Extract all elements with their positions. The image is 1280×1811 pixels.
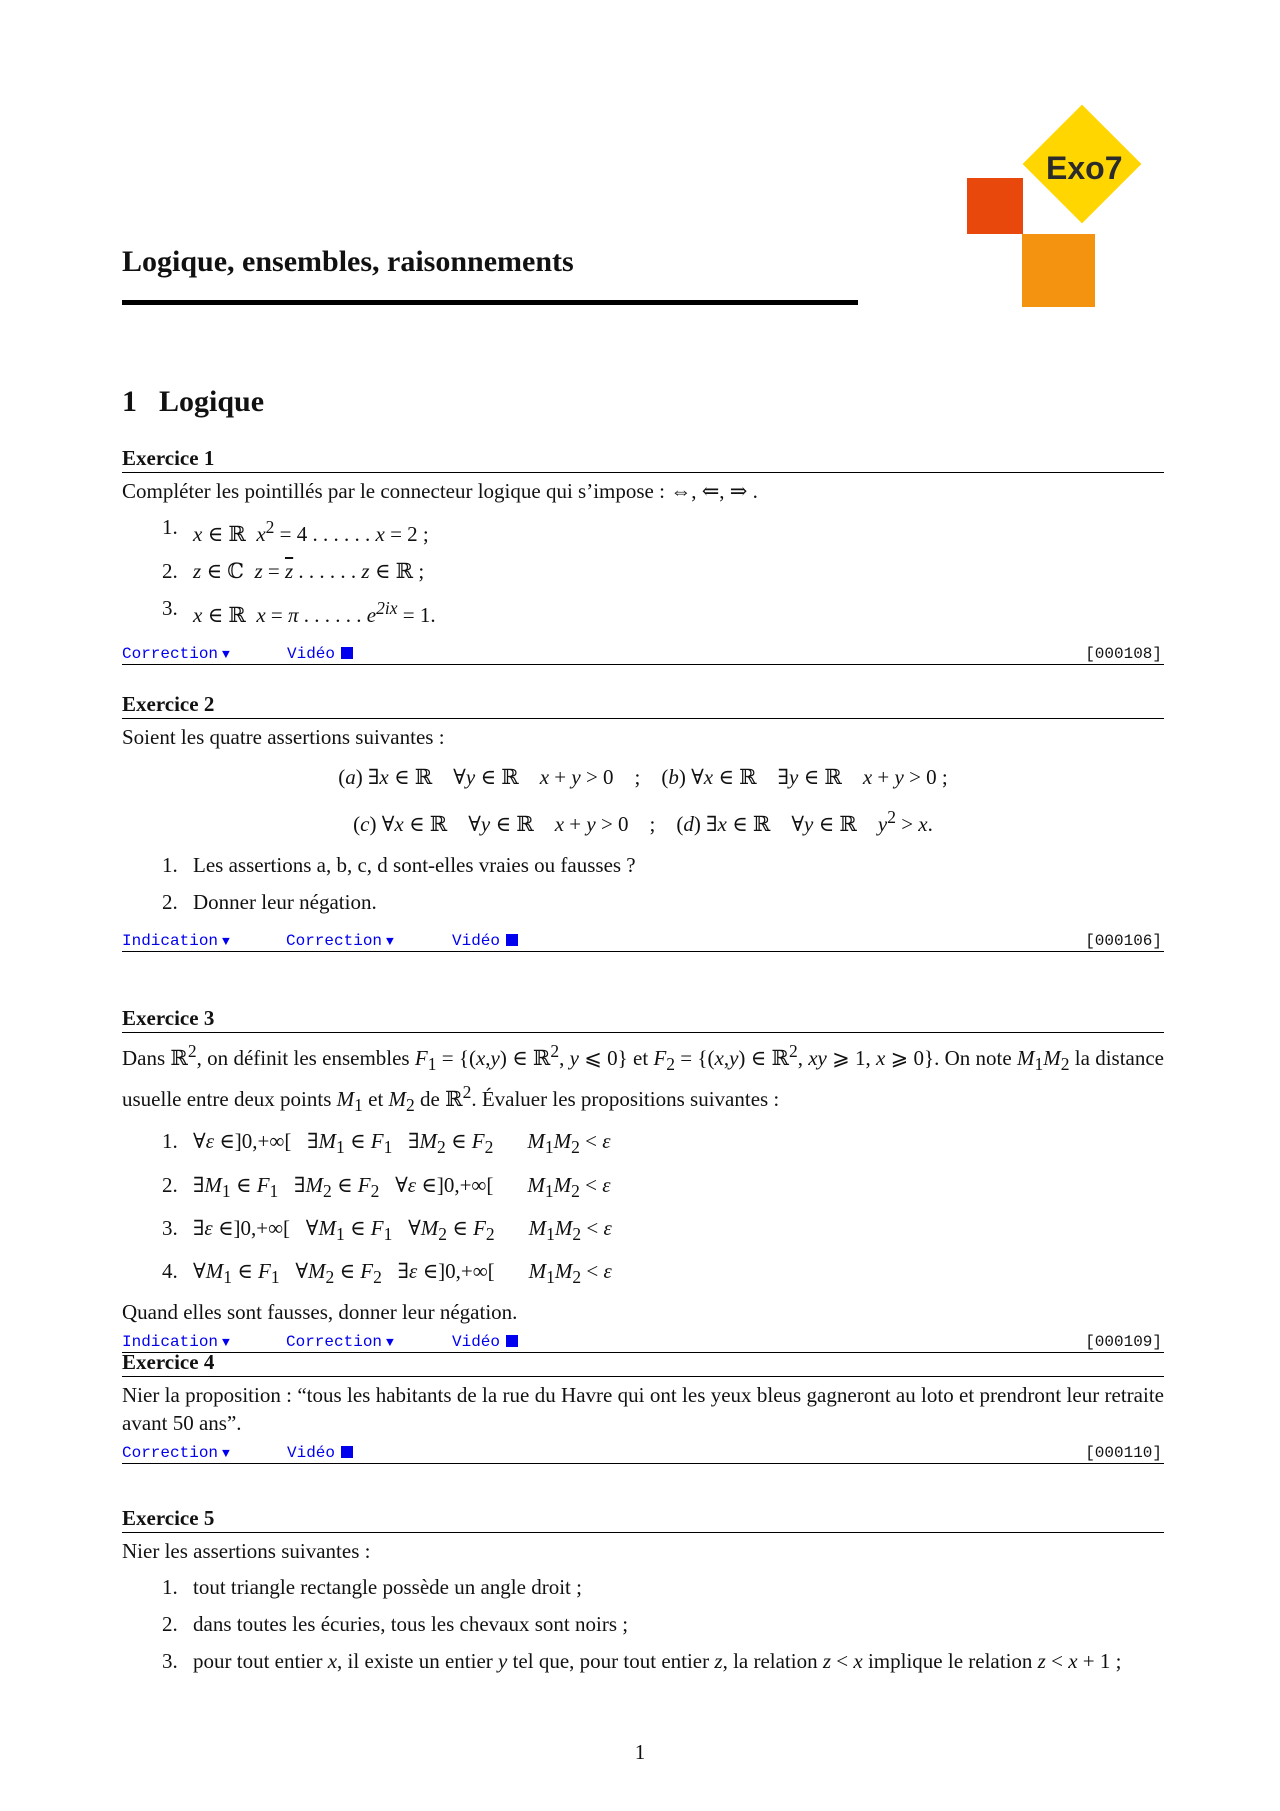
correction-link[interactable]: Correction ▼: [122, 1444, 230, 1462]
document-title: Logique, ensembles, raisonnements: [122, 245, 574, 278]
exercise-list: [122, 1126, 1164, 1292]
list-item: 1. ∀ε ∈]0,+∞[ $\exists M_1$ ∈ $F_1$ $\exists M_2$ ∈ $F_2$ $M_1M_2 < \varepsilon$: [162, 1129, 611, 1158]
exercise-list: [122, 850, 1164, 917]
correction-link[interactable]: Correction ▼: [122, 645, 230, 663]
exercise-footer: [122, 927, 1164, 952]
video-link[interactable]: Vidéo: [452, 927, 518, 955]
exercise-title: Exercice 5: [122, 1506, 1164, 1533]
exercise-3: [122, 1006, 1164, 1353]
logo-text: Exo7: [1046, 150, 1123, 186]
square-icon: [341, 647, 353, 659]
exercise-intro: Nier les assertions suivantes :: [122, 1539, 371, 1563]
triangle-down-icon: ▼: [386, 1335, 394, 1351]
exercise-4: [122, 1350, 1164, 1464]
square-icon: [506, 934, 518, 946]
correction-link[interactable]: Correction ▼: [286, 932, 394, 950]
exercise-ref: [000109]: [1085, 1333, 1162, 1352]
correction-link[interactable]: Correction ▼: [286, 1333, 394, 1352]
triangle-down-icon: ▼: [386, 934, 394, 949]
list-item: 2. dans toutes les écuries, tous les chevaux sont noirs ;: [162, 1612, 629, 1636]
list-item: 3. ∃ε ∈]0,+∞[ $\forall M_1$ ∈ $F_1$ $\forall M_2$ ∈ $F_2$ $M_1M_2 < \varepsilon$: [162, 1215, 612, 1244]
video-link[interactable]: Vidéo: [287, 640, 353, 668]
exercise-title: Exercice 1: [122, 446, 1164, 473]
title-rule: [122, 300, 858, 305]
list-item: 3. x ∈ ℝ x = π . . . . . . $e^{2ix} = 1$.: [162, 596, 436, 627]
exercise-outro: Quand elles sont fausses, donner leur négation.: [122, 1300, 518, 1325]
square-icon: [506, 1335, 518, 1347]
page-number: 1: [634, 1740, 646, 1764]
list-item: 4. $\forall M_1$ ∈ $F_1$ $\forall M_2$ ∈ $F_2$ ∃ε ∈]0,+∞[ $M_1M_2 < \varepsilon$: [162, 1258, 612, 1288]
exercise-title: Exercice 2: [122, 692, 1164, 719]
triangle-down-icon: ▼: [222, 647, 230, 662]
section-number: 1: [122, 385, 137, 418]
list-item: 1. x ∈ ℝ $x^2 = 4$ . . . . . . x = 2 ;: [162, 515, 429, 546]
list-item: 2. $\exists M_1$ ∈ $F_1$ $\exists M_2$ ∈ $F_2$ ∀ε ∈]0,+∞[ $M_1M_2 < \varepsilon$: [162, 1172, 611, 1201]
exercise-footer: [122, 1439, 1164, 1464]
triangle-down-icon: ▼: [222, 1446, 230, 1461]
exercise-ref: [000108]: [1085, 645, 1162, 663]
triangle-down-icon: ▼: [222, 934, 230, 949]
indication-link[interactable]: Indication ▼: [122, 1333, 230, 1352]
exercise-ref: [000106]: [1085, 932, 1162, 950]
square-icon: [341, 1446, 353, 1458]
exercise-list: [122, 512, 1164, 630]
logo-red-square: [967, 178, 1023, 234]
triangle-down-icon: ▼: [222, 1335, 230, 1351]
exercise-text: Nier la proposition : “tous les habitants de la rue du Havre qui ont les yeux bleus gagneront au loto et prendront leur retraite avant 50 ans”.: [122, 1383, 1164, 1435]
exercise-1: [122, 446, 1164, 665]
exercise-intro: Compléter les pointillés par le connecteur logique qui s’impose : ⇔, ⇐, ⇒ .: [122, 479, 758, 503]
assertions-line-2: (c) ∀x ∈ ℝ ∀y ∈ ℝ x + y > 0 ; (d) ∃x ∈ ℝ ∀y ∈ ℝ $y^2 > x$.: [353, 807, 933, 836]
list-item: 1. Les assertions a, b, c, d sont-elles vraies ou fausses ?: [162, 853, 636, 877]
list-item: 2. z ∈ ℂ $z = \overline{z}$ . . . . . . z ∈ ℝ ;: [162, 559, 425, 583]
video-link[interactable]: Vidéo: [287, 1439, 353, 1467]
exercise-list: [122, 1572, 1164, 1676]
list-item: 1. tout triangle rectangle possède un angle droit ;: [162, 1575, 582, 1599]
exercise-ref: [000110]: [1085, 1444, 1162, 1462]
list-item: 3. pour tout entier x, il existe un entier y tel que, pour tout entier z, la relation z < x implique le relation z < x + 1 ;: [162, 1649, 1122, 1673]
assertions-line-1: (a) ∃x ∈ ℝ ∀y ∈ ℝ x + y > 0 ; (b) ∀x ∈ ℝ ∃y ∈ ℝ x + y > 0 ;: [338, 765, 948, 789]
exercise-2: [122, 692, 1164, 952]
section-title: Logique: [159, 385, 265, 418]
logo-orange-square: [1022, 234, 1095, 307]
list-item: 2. Donner leur négation.: [162, 890, 377, 914]
exercise-intro: Dans ℝ$^2$, on définit les ensembles $F_1 = \{(x,y)$ ∈ ℝ$^2$, y ⩽ 0} et $F_2 = \{(x,y)$ ∈ ℝ$^2$, xy ⩾ 1, x ⩾ 0}. On note $M_1M_2$ la distance usuelle entre deux points $M_1$ et $M_2$ de ℝ$^2$. Évaluer les propositions suivantes :: [122, 1041, 1165, 1116]
exercise-5: [122, 1506, 1164, 1676]
exercise-title: Exercice 3: [122, 1006, 1164, 1033]
section-heading: [122, 385, 264, 419]
video-link[interactable]: Vidéo: [452, 1328, 518, 1356]
exercise-intro: Soient les quatre assertions suivantes :: [122, 725, 445, 749]
indication-link[interactable]: Indication ▼: [122, 932, 230, 950]
exercise-footer: [122, 640, 1164, 665]
exercise-title: Exercice 4: [122, 1350, 1164, 1377]
